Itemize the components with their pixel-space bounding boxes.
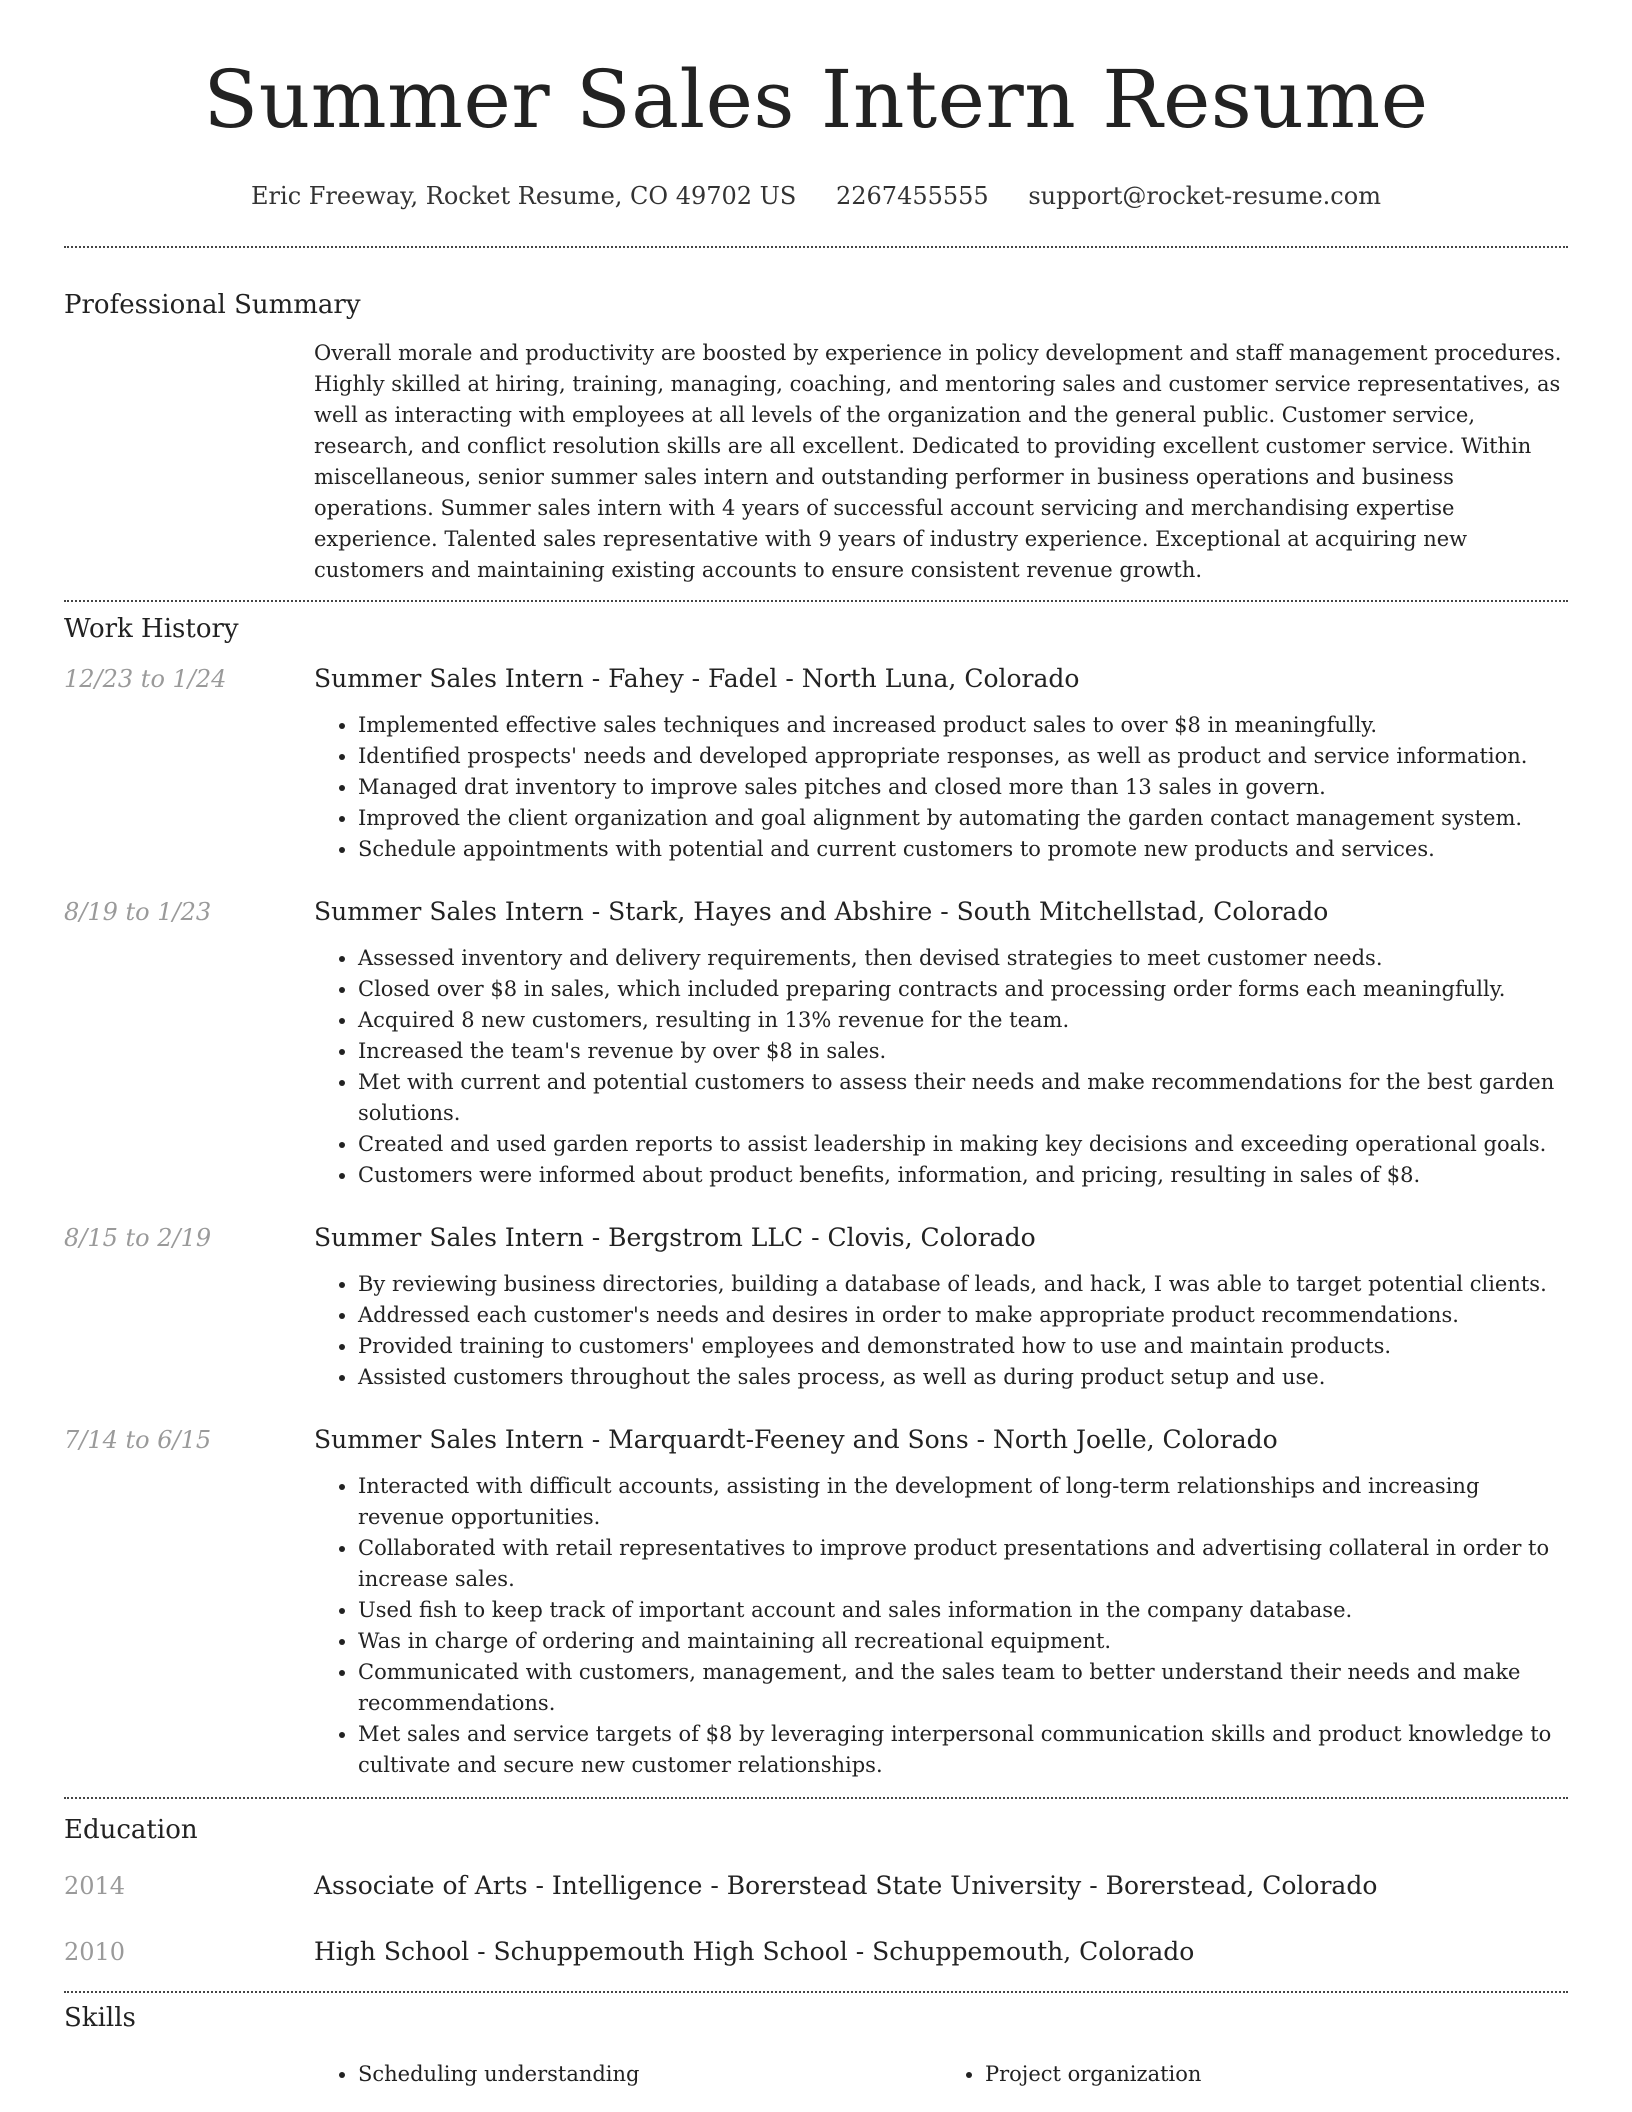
skills-column-right — [941, 2059, 1568, 2090]
education-entry — [64, 1935, 1568, 1969]
job-bullet: • Communicated with customers, management, and the sales team to better understand their needs and make recommendations. — [358, 1657, 1568, 1719]
job-bullets — [314, 710, 1568, 865]
job-title: Summer Sales Intern - Bergstrom LLC - Clovis, Colorado — [314, 1223, 1036, 1252]
divider — [64, 246, 1568, 248]
job-bullet: • Met sales and service targets of $8 by leveraging interpersonal communication skills and product knowledge to cultivate and secure new customer relationships. — [358, 1719, 1568, 1781]
job-date: 7/14 to 6/15 — [64, 1426, 212, 1454]
job-bullet: • Provided training to customers' employees and demonstrated how to use and maintain products. — [358, 1331, 1568, 1362]
summary-text: Overall morale and productivity are boosted by experience in policy development and staff management procedures. Highly skilled at hiring, training, managing, coaching, and mentoring sales and customer service representatives, as well as interacting with employees at all levels of the organization and the general public. Customer service, research, and conflict resolution skills are all excellent. Dedicated to providing excellent customer service. Within miscellaneous, senior summer sales intern and outstanding performer in business operations and business operations. Summer sales intern with 4 years of successful account servicing and merchandising expertise experience. Talented sales representative with 9 years of industry experience. Exceptional at acquiring new customers and maintaining existing accounts to ensure consistent revenue growth. — [314, 341, 1562, 582]
job-bullet: • Managed drat inventory to improve sales pitches and closed more than 13 sales in govern. — [358, 772, 1568, 803]
job-date: 12/23 to 1/24 — [64, 665, 227, 693]
summary-row — [64, 320, 1568, 600]
education-date: 2010 — [64, 1938, 126, 1966]
job-title: Summer Sales Intern - Fahey - Fadel - North Luna, Colorado — [314, 664, 1080, 693]
job-bullet: • Was in charge of ordering and maintaining all recreational equipment. — [358, 1626, 1568, 1657]
job-bullet: • Implemented effective sales techniques and increased product sales to over $8 in meaningfully. — [358, 710, 1568, 741]
job-bullet: • Created and used garden reports to assist leadership in making key decisions and exceeding operational goals. — [358, 1129, 1568, 1160]
job-entry — [64, 662, 1568, 865]
job-bullet: • Used fish to keep track of important account and sales information in the company database. — [358, 1595, 1568, 1626]
job-bullet: • Interacted with difficult accounts, assisting in the development of long-term relationships and increasing revenue opportunities. — [358, 1471, 1568, 1533]
job-bullet: • Increased the team's revenue by over $8 in sales. — [358, 1036, 1568, 1067]
skills-column-left — [314, 2059, 941, 2090]
skill-item: • Project organization — [985, 2059, 1568, 2090]
work-history-heading: Work History — [64, 614, 239, 644]
job-bullets — [314, 943, 1568, 1191]
job-bullet: • Collaborated with retail representatives to improve product presentations and advertising collateral in order to increase sales. — [358, 1533, 1568, 1595]
divider — [64, 600, 1568, 602]
education-title: Associate of Arts - Intelligence - Borerstead State University - Borerstead, Colorado — [314, 1871, 1378, 1900]
job-bullet: • Acquired 8 new customers, resulting in 13% revenue for the team. — [358, 1005, 1568, 1036]
skills-heading: Skills — [64, 2003, 136, 2033]
contact-email: support@rocket-resume.com — [1028, 182, 1381, 210]
job-title: Summer Sales Intern - Stark, Hayes and Abshire - South Mitchellstad, Colorado — [314, 897, 1329, 926]
contact-phone: 2267455555 — [835, 182, 989, 210]
job-bullet: • Assessed inventory and delivery requirements, then devised strategies to meet customer needs. — [358, 943, 1568, 974]
contact-address: Eric Freeway, Rocket Resume, CO 49702 US — [251, 182, 797, 210]
education-date: 2014 — [64, 1872, 126, 1900]
skills-row — [64, 2033, 1568, 2090]
education-heading: Education — [64, 1815, 198, 1845]
job-date: 8/15 to 2/19 — [64, 1224, 212, 1252]
job-bullet: • By reviewing business directories, building a database of leads, and hack, I was able to target potential clients. — [358, 1269, 1568, 1300]
divider — [64, 1797, 1568, 1799]
job-entry — [64, 1221, 1568, 1393]
job-bullet: • Identified prospects' needs and developed appropriate responses, as well as product and service information. — [358, 741, 1568, 772]
job-bullet: • Customers were informed about product benefits, information, and pricing, resulting in sales of $8. — [358, 1160, 1568, 1191]
skill-item: • Scheduling understanding — [358, 2059, 941, 2090]
education-entry — [64, 1869, 1568, 1903]
job-entry — [64, 1423, 1568, 1781]
job-title: Summer Sales Intern - Marquardt-Feeney and Sons - North Joelle, Colorado — [314, 1425, 1278, 1454]
job-bullet: • Improved the client organization and goal alignment by automating the garden contact management system. — [358, 803, 1568, 834]
job-bullets — [314, 1269, 1568, 1393]
job-entry — [64, 895, 1568, 1191]
skills-list — [314, 2059, 1568, 2090]
education-title: High School - Schuppemouth High School - Schuppemouth, Colorado — [314, 1937, 1195, 1966]
job-bullet: • Schedule appointments with potential and current customers to promote new products and services. — [358, 834, 1568, 865]
job-bullet: • Assisted customers throughout the sales process, as well as during product setup and use. — [358, 1362, 1568, 1393]
divider — [64, 1991, 1568, 1993]
summary-heading: Professional Summary — [64, 290, 361, 320]
job-date: 8/19 to 1/23 — [64, 898, 212, 926]
job-bullet: • Closed over $8 in sales, which included preparing contracts and processing order forms each meaningfully. — [358, 974, 1568, 1005]
job-bullet: • Addressed each customer's needs and desires in order to make appropriate product recommendations. — [358, 1300, 1568, 1331]
contact-line — [64, 182, 1568, 210]
job-bullets — [314, 1471, 1568, 1781]
resume-title: Summer Sales Intern Resume — [203, 53, 1429, 146]
job-list — [64, 662, 1568, 1781]
job-bullet: • Met with current and potential customers to assess their needs and make recommendations for the best garden solutions. — [358, 1067, 1568, 1129]
